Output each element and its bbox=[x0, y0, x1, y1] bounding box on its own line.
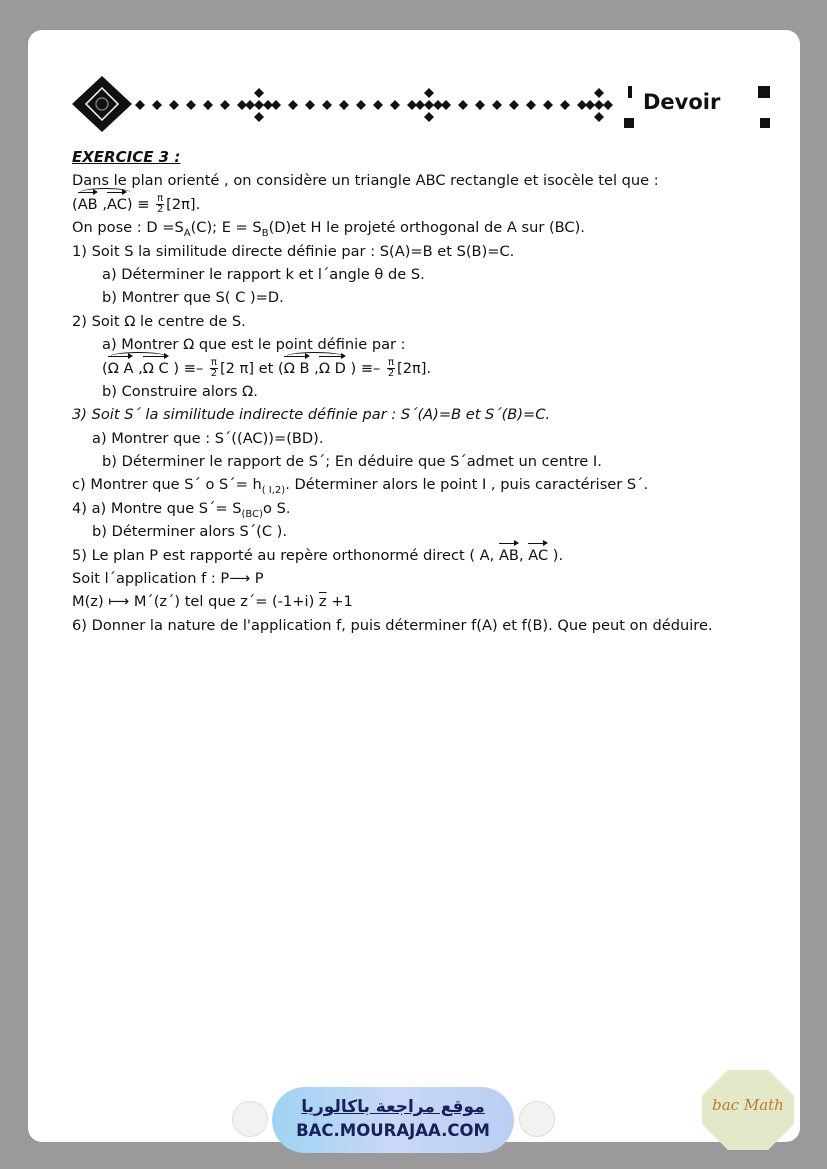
equiv: ≡ bbox=[132, 195, 155, 213]
q3c-sub: ( I,2) bbox=[261, 485, 286, 497]
diamond-dot bbox=[543, 100, 553, 110]
vector-omega-d: Ω D bbox=[319, 357, 346, 380]
header-title: Devoir bbox=[643, 90, 721, 114]
fraction-pi-2 bbox=[210, 358, 218, 379]
diamond-dot bbox=[305, 100, 315, 110]
question-5b: Soit l´application f : P⟶ P bbox=[72, 570, 264, 588]
diamond-dot bbox=[492, 100, 502, 110]
diamond-dot bbox=[288, 100, 298, 110]
angle-arc bbox=[78, 193, 133, 216]
diamond-dot bbox=[254, 100, 264, 110]
exercise-title: EXERCICE 3 : bbox=[72, 148, 181, 166]
q5c-b: +1 bbox=[326, 593, 353, 611]
denominator: 2 bbox=[210, 368, 218, 380]
angle-arc bbox=[108, 357, 169, 380]
vector-ab: AB bbox=[78, 193, 98, 216]
paren: ) bbox=[126, 195, 133, 213]
diamond-dot bbox=[373, 100, 383, 110]
modulo: [2π]. bbox=[397, 359, 432, 377]
question-1b: b) Montrer que S( C )=D. bbox=[102, 289, 284, 307]
question-4b: b) Déterminer alors S´(C ). bbox=[92, 523, 287, 541]
sep: , bbox=[133, 359, 143, 377]
diamond-dot bbox=[339, 100, 349, 110]
diamond-dot bbox=[441, 100, 451, 110]
diamond-dot bbox=[594, 88, 604, 98]
q5-b: ). bbox=[548, 546, 564, 564]
question-2: 2) Soit Ω le centre de S. bbox=[72, 312, 246, 330]
diamond-dot bbox=[475, 100, 485, 110]
question-4a bbox=[72, 497, 772, 520]
diamond-dot bbox=[322, 100, 332, 110]
pose-c: (D)et H le projeté orthogonal de A sur (BC). bbox=[268, 219, 585, 237]
footer-url: BAC.MOURAJAA.COM bbox=[296, 1121, 490, 1140]
diamond-dot bbox=[424, 100, 434, 110]
vector-omega-a: Ω A bbox=[108, 357, 134, 380]
diamond-dot bbox=[458, 100, 468, 110]
diamond-dot bbox=[594, 100, 604, 110]
numerator: π bbox=[210, 357, 217, 369]
question-3b: b) Déterminer le rapport de S´; En déduire que S´admet un centre I. bbox=[102, 453, 602, 471]
diamond-dot bbox=[135, 100, 145, 110]
diamond-dot bbox=[203, 100, 213, 110]
paren: ( bbox=[102, 359, 108, 377]
footer-arabic: موقع مراجعة باكالوريا bbox=[301, 1097, 485, 1117]
question-6: 6) Donner la nature de l'application f, puis déterminer f(A) et f(B). Que peut on déduire. bbox=[72, 616, 713, 634]
pose-b-sub: B bbox=[261, 228, 269, 240]
vector-ac: AC bbox=[528, 544, 548, 567]
sep: , bbox=[518, 546, 529, 564]
logo-seal-right-icon bbox=[519, 1101, 555, 1137]
intro-text: Dans le plan orienté , on considère un triangle ABC rectangle et isocèle tel que : bbox=[72, 172, 659, 190]
diamond-dot bbox=[526, 100, 536, 110]
q5c-a: M(z) ⟼ M´(z´) tel que z´= (-1+i) bbox=[72, 593, 319, 611]
exercise-content bbox=[72, 146, 772, 637]
q3c-a: c) Montrer que S´ o S´= h bbox=[72, 476, 262, 494]
pose-a-sub: A bbox=[183, 228, 191, 240]
angle-arc bbox=[284, 357, 346, 380]
diamond-dot bbox=[220, 100, 230, 110]
q3c-b: . Déterminer alors le point I , puis caractériser S´. bbox=[285, 476, 649, 494]
vector-ac: AC bbox=[107, 193, 127, 216]
footer-link[interactable] bbox=[272, 1087, 514, 1153]
question-2a-equation bbox=[72, 357, 772, 380]
q4a-sub: (BC) bbox=[241, 508, 263, 520]
modulo: [2π]. bbox=[166, 195, 201, 213]
vector-omega-b: Ω B bbox=[284, 357, 310, 380]
diamond-dot bbox=[186, 100, 196, 110]
fraction-pi-2 bbox=[156, 194, 164, 215]
question-5c bbox=[72, 590, 772, 613]
diamond-dot bbox=[509, 100, 519, 110]
modulo: [2 π] et ( bbox=[219, 359, 284, 377]
equiv: ≡– bbox=[179, 359, 208, 377]
header-banner bbox=[68, 72, 778, 136]
angle-equation bbox=[72, 193, 772, 216]
diamond-dot bbox=[603, 100, 613, 110]
diamond-dot bbox=[254, 112, 264, 122]
question-3c bbox=[72, 473, 772, 496]
diamond-dot bbox=[585, 100, 595, 110]
pose-a: On pose : D =S bbox=[72, 219, 184, 237]
equiv: ≡– bbox=[356, 359, 385, 377]
question-5 bbox=[72, 544, 772, 567]
pose-line bbox=[72, 216, 772, 239]
numerator: π bbox=[388, 357, 395, 369]
bac-math-badge bbox=[700, 1068, 796, 1152]
q4a-b: o S. bbox=[263, 499, 291, 517]
paren: ( bbox=[72, 195, 78, 213]
diamond-dot bbox=[254, 88, 264, 98]
z-conjugate: $\overline{z}$ bbox=[318, 593, 327, 611]
diamond-dot bbox=[390, 100, 400, 110]
question-2a: a) Montrer Ω que est le point définie par : bbox=[102, 336, 406, 354]
q4a-a: 4) a) Montre que S´= S bbox=[72, 499, 242, 517]
diamond-dot bbox=[415, 100, 425, 110]
diamond-dot bbox=[152, 100, 162, 110]
diamond-dot bbox=[560, 100, 570, 110]
question-1a: a) Déterminer le rapport k et l´angle θ de S. bbox=[102, 265, 425, 283]
paren: ) bbox=[168, 359, 180, 377]
diamond-dot bbox=[169, 100, 179, 110]
logo-seal-left-icon bbox=[232, 1101, 268, 1137]
sep: , bbox=[97, 195, 107, 213]
diamond-dot bbox=[245, 100, 255, 110]
diamond-dot bbox=[594, 112, 604, 122]
denominator: 2 bbox=[156, 204, 164, 216]
diamond-dot bbox=[356, 100, 366, 110]
numerator: π bbox=[157, 193, 164, 205]
badge-text: bac Math bbox=[712, 1096, 784, 1114]
question-3a: a) Montrer que : S´((AC))=(BD). bbox=[92, 429, 324, 447]
paren: ) bbox=[345, 359, 357, 377]
vector-ab: AB bbox=[499, 544, 519, 567]
q5-a: 5) Le plan P est rapporté au repère orthonormé direct ( A, bbox=[72, 546, 499, 564]
fraction-pi-2 bbox=[387, 358, 395, 379]
question-1: 1) Soit S la similitude directe définie par : S(A)=B et S(B)=C. bbox=[72, 242, 515, 260]
question-2b: b) Construire alors Ω. bbox=[102, 382, 258, 400]
diamond-dot bbox=[424, 88, 434, 98]
diamond-dot bbox=[271, 100, 281, 110]
vector-omega-c: Ω C bbox=[143, 357, 169, 380]
sep: , bbox=[309, 359, 319, 377]
pose-b: (C); E = S bbox=[190, 219, 262, 237]
question-3: 3) Soit S´ la similitude indirecte définie par : S´(A)=B et S´(B)=C. bbox=[72, 406, 551, 424]
diamond-dot bbox=[424, 112, 434, 122]
denominator: 2 bbox=[387, 368, 395, 380]
